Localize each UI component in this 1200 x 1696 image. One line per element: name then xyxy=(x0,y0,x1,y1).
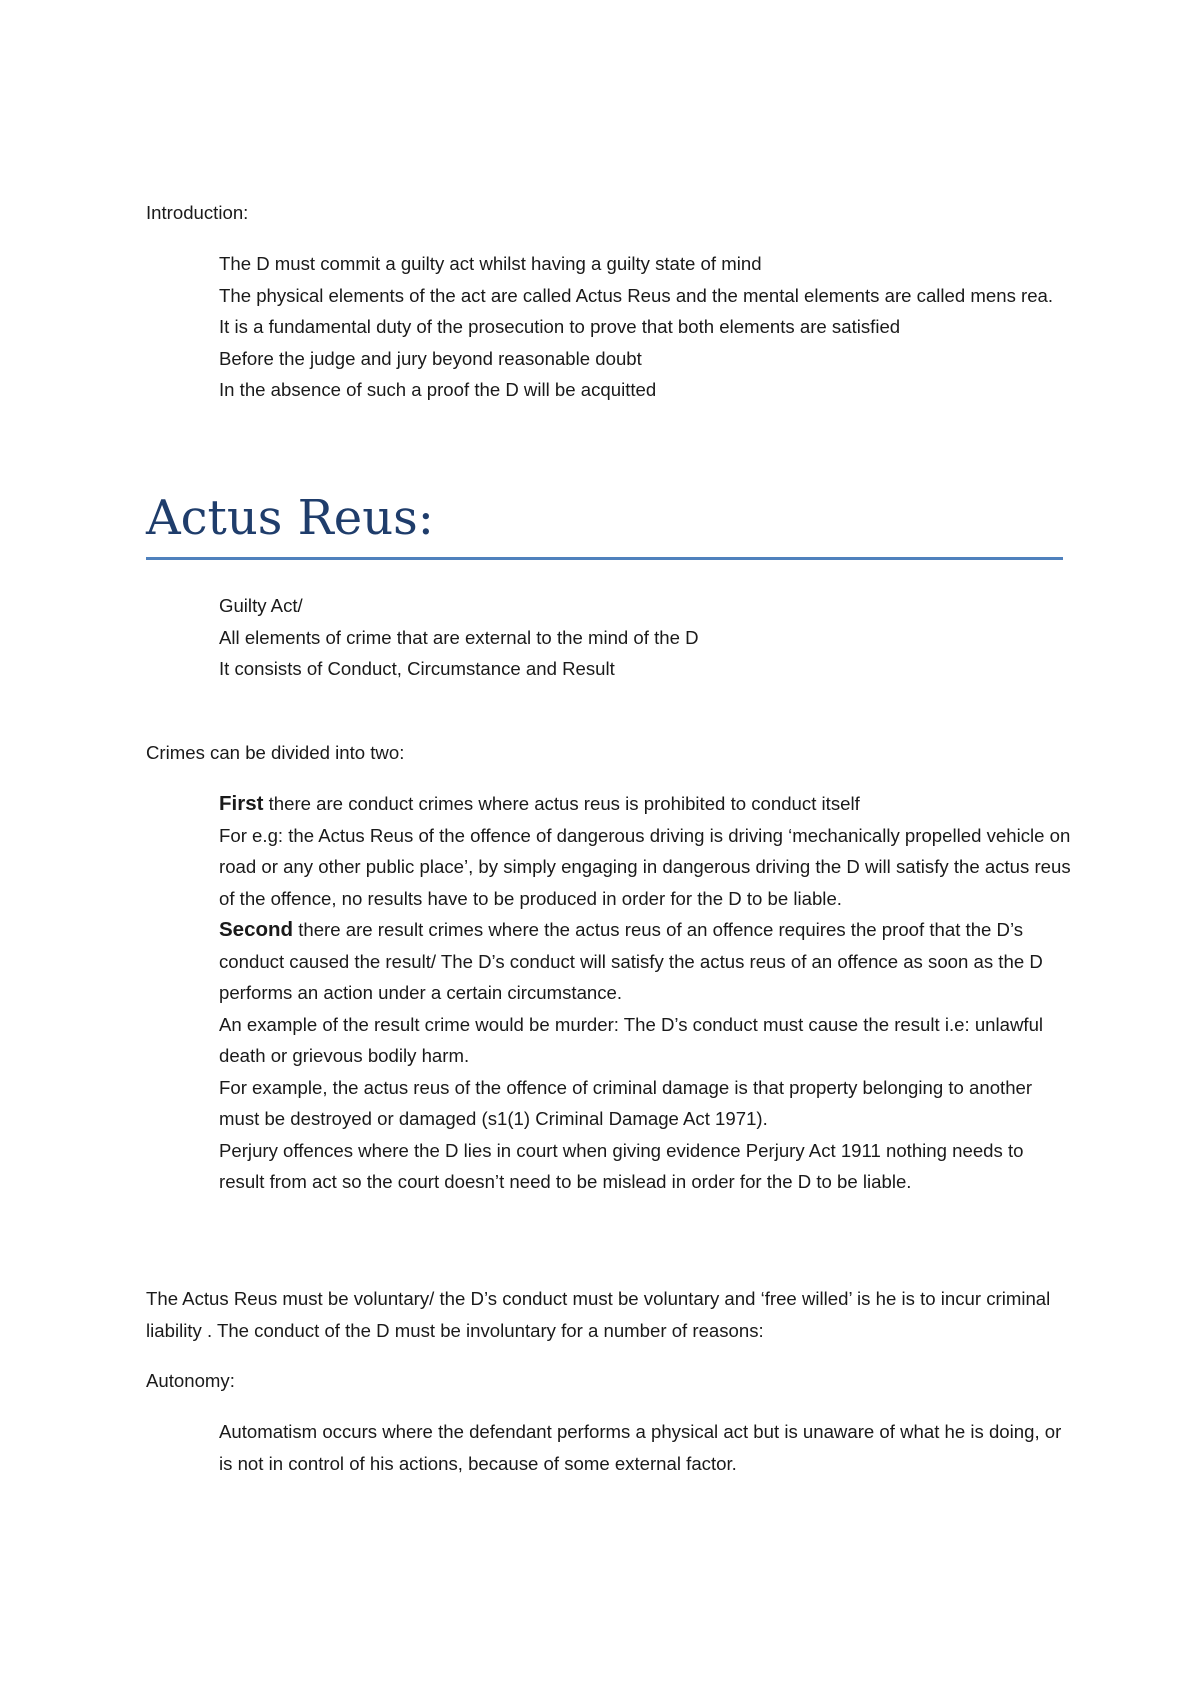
actus-reus-list xyxy=(219,590,1071,685)
voluntary-paragraph: The Actus Reus must be voluntary/ the D’s conduct must be voluntary and ‘free willed’ is he is to incur criminal liability . The conduct of the D must be involuntary for a number of reasons: xyxy=(146,1288,1051,1341)
crimes-label: Crimes can be divided into two: xyxy=(146,742,405,763)
intro-line: The D must commit a guilty act whilst having a guilty state of mind xyxy=(219,253,762,274)
first-crime-text: there are conduct crimes where actus reus is prohibited to conduct itself xyxy=(263,793,860,814)
intro-line: Before the judge and jury beyond reasonable doubt xyxy=(219,347,642,369)
second-crime-text: there are result crimes where the actus reus of an offence requires the proof that the D’s conduct caused the result/ The D’s conduct will satisfy the actus reus of an offence as soon as the D performs an action under a certain circumstance. xyxy=(219,919,1043,1003)
second-crime-paragraph xyxy=(219,914,1071,1009)
first-lead-word: First xyxy=(219,792,264,815)
autonomy-paragraph: Automatism occurs where the defendant performs a physical act but is unaware of what he is doing, or is not in control of his actions, because of some external factor. xyxy=(219,1421,1062,1474)
actus-reus-line: All elements of crime that are external to the mind of the D xyxy=(219,626,699,648)
heading-underline xyxy=(146,557,1063,560)
criminal-damage-example: For example, the actus reus of the offence of criminal damage is that property belonging to another must be destroyed or damaged (s1(1) Criminal Damage Act 1971). xyxy=(219,1076,1033,1129)
intro-line: It is a fundamental duty of the prosecution to prove that both elements are satisfied xyxy=(219,316,901,337)
intro-label: Introduction: xyxy=(146,202,249,223)
intro-line: In the absence of such a proof the D will be acquitted xyxy=(219,379,657,400)
intro-line: The physical elements of the act are called Actus Reus and the mental elements are called mens rea. xyxy=(219,284,1054,306)
crimes-list xyxy=(219,788,1071,1198)
actus-reus-line: It consists of Conduct, Circumstance and Result xyxy=(219,658,615,679)
perjury-example: Perjury offences where the D lies in court when giving evidence Perjury Act 1911 nothing needs to result from act so the court doesn’t need to be mislead in order for the D to be liable. xyxy=(219,1139,1024,1192)
section-heading-actus-reus: Actus Reus: xyxy=(146,490,434,546)
conduct-crime-example: For e.g: the Actus Reus of the offence of dangerous driving is driving ‘mechanically propelled vehicle on road or any other public place’, by simply engaging in dangerous driving the D will satisfy the actus reus of the offence, no results have to be produced in order for the D to be liable. xyxy=(219,824,1071,909)
first-crime-paragraph xyxy=(219,788,1071,820)
autonomy-label: Autonomy: xyxy=(146,1370,235,1391)
result-crime-example: An example of the result crime would be murder: The D’s conduct must cause the result i.e: unlawful death or grievous bodily harm. xyxy=(219,1013,1044,1066)
actus-reus-line: Guilty Act/ xyxy=(219,595,303,616)
intro-list xyxy=(219,248,1071,406)
second-lead-word: Second xyxy=(219,918,294,941)
